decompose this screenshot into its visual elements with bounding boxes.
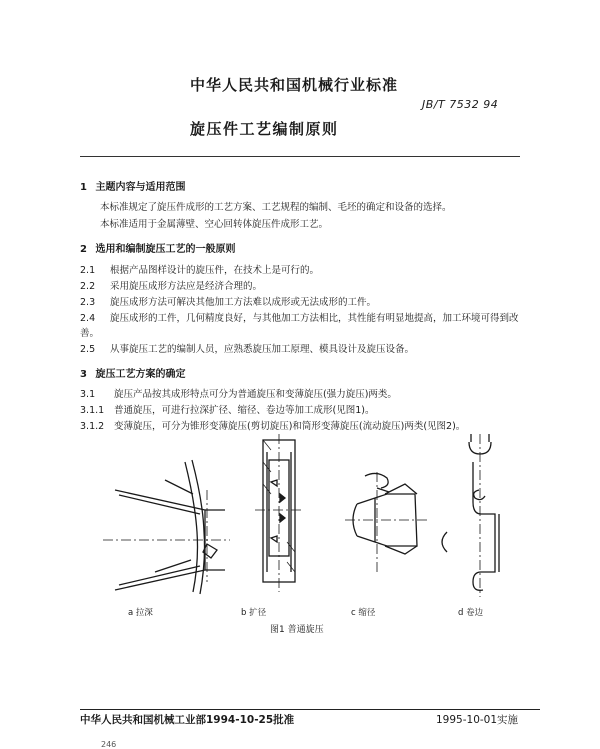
- figure-1d-caption: d 卷边: [458, 608, 484, 618]
- section-3-heading: [80, 365, 185, 380]
- clause-3-1-text: 旋压产品按其成形特点可分为普通旋压和变薄旋压(强力旋压)两类。: [114, 389, 397, 400]
- clause-2-3-number: 2.3: [80, 297, 96, 308]
- section-2-number: 2: [80, 244, 87, 255]
- section-3-title: 旋压工艺方案的确定: [95, 369, 186, 380]
- clause-3-1-1-text: 普通旋压，可进行拉深扩径、缩径、卷边等加工成形(见图1)。: [114, 405, 375, 416]
- standard-name: 中华人民共和国机械行业标准: [190, 76, 399, 94]
- clause-2-4-number: 2.4: [80, 313, 96, 324]
- clause-2-4: [80, 310, 519, 324]
- section-1-paragraph-1: 本标准规定了旋压件成形的工艺方案、工艺规程的编制、毛坯的确定和设备的选择。: [100, 202, 452, 213]
- section-1-number: 1: [80, 182, 87, 193]
- figure-1a-caption: a 拉深: [128, 608, 153, 618]
- figure-1-title: 图1 普通旋压: [270, 625, 324, 635]
- clause-2-1-text: 根据产品图样设计的旋压件，在技术上是可行的。: [110, 265, 320, 276]
- clause-2-4-text: 旋压成形的工件，几何精度良好，与其他加工方法相比，其性能有明显地提高，加工环境可得到改: [110, 313, 519, 324]
- figure-1d-drawing: [442, 434, 499, 597]
- clause-2-1: [80, 262, 319, 276]
- section-1-heading: [80, 178, 185, 193]
- clause-3-1-2-text: 变薄旋压，可分为锥形变薄旋压(剪切旋压)和筒形变薄旋压(流动旋压)两类(见图2)。: [114, 421, 466, 432]
- section-2-heading: [80, 240, 235, 255]
- clause-2-4-continuation: 善。: [80, 328, 100, 339]
- figure-1c-caption: c 缩径: [351, 608, 376, 618]
- figure-1c-drawing: [345, 472, 430, 572]
- clause-2-3-text: 旋压成形方法可解决其他加工方法难以成形或无法成形的工件。: [110, 297, 377, 308]
- standard-number: JB/T 7532 94: [422, 98, 499, 111]
- clause-3-1-1-number: 3.1.1: [80, 405, 105, 416]
- section-1-paragraph-2: 本标准适用于金属薄壁、空心回转体旋压件成形工艺。: [100, 219, 329, 230]
- page-number: 246: [101, 740, 117, 749]
- section-2-title: 选用和编制旋压工艺的一般原则: [95, 244, 236, 255]
- clause-2-5: [80, 341, 414, 355]
- clause-3-1: [80, 386, 397, 400]
- footer-rule: [80, 709, 540, 710]
- figure-1b-caption: b 扩径: [241, 608, 267, 618]
- clause-2-1-number: 2.1: [80, 265, 96, 276]
- section-1-title: 主题内容与适用范围: [95, 182, 186, 193]
- clause-2-2: [80, 278, 262, 292]
- clause-2-2-number: 2.2: [80, 281, 96, 292]
- figure-1-drawings: [95, 432, 535, 602]
- header-rule: [80, 156, 520, 157]
- effective-date: 1995-10-01实施: [436, 714, 519, 726]
- figure-1b-drawing: [255, 434, 301, 592]
- clause-3-1-2-number: 3.1.2: [80, 421, 105, 432]
- clause-3-1-number: 3.1: [80, 389, 96, 400]
- clause-2-5-text: 从事旋压工艺的编制人员，应熟悉旋压加工原理、模具设计及旋压设备。: [110, 344, 415, 355]
- figure-1a-drawing: [103, 460, 230, 594]
- document-title: 旋压件工艺编制原则: [190, 120, 339, 138]
- clause-2-2-text: 采用旋压成形方法应是经济合理的。: [110, 281, 263, 292]
- issuer-approval: 中华人民共和国机械工业部1994-10-25批准: [80, 714, 295, 726]
- clause-3-1-2: [80, 418, 465, 432]
- clause-2-3: [80, 294, 376, 308]
- section-3-number: 3: [80, 369, 87, 380]
- clause-2-5-number: 2.5: [80, 344, 96, 355]
- clause-3-1-1: [80, 402, 374, 416]
